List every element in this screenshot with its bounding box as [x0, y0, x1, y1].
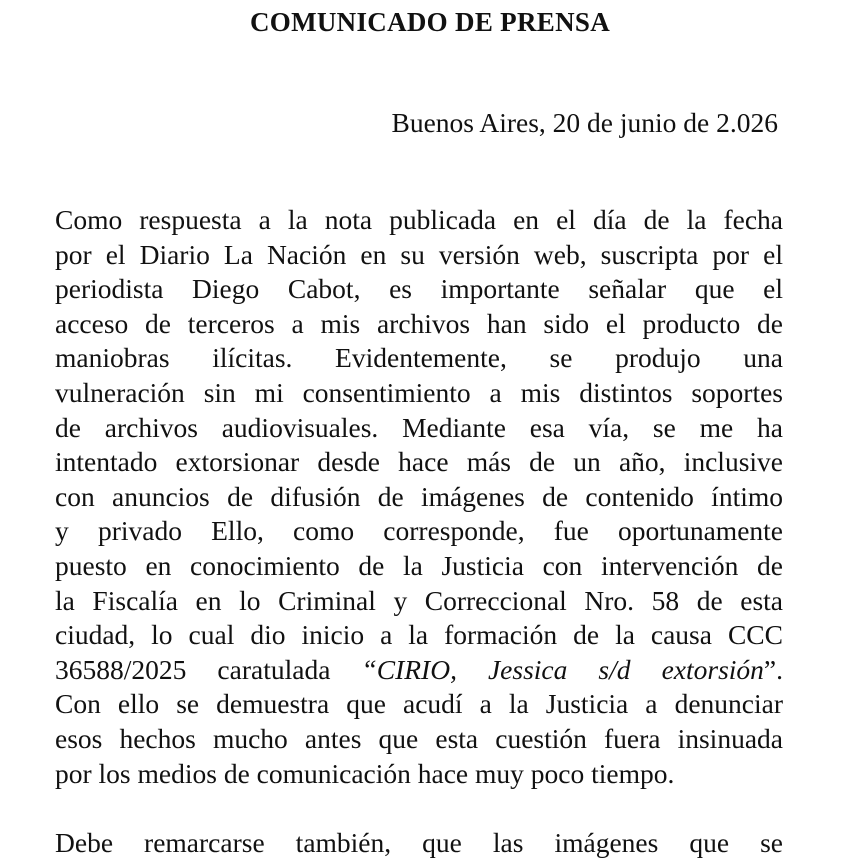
paragraph-line: Debe remarcarse también, que las imágenes que se	[55, 827, 783, 858]
paragraph-line: puesto en conocimiento de la Justicia con intervención de	[55, 549, 783, 581]
case-number-text: 36588/2025 caratulada	[55, 653, 362, 685]
paragraph-2	[55, 826, 783, 860]
paragraph-line: Como respuesta a la nota publicada en el día de la fecha	[55, 204, 783, 235]
paragraph-line: esos hechos mucho antes que esta cuestión fuera insinuada	[55, 722, 783, 754]
paragraph-line: por los medios de comunicación hace muy poco tiempo.	[55, 757, 675, 789]
paragraph-line: acceso de terceros a mis archivos han sido el producto de	[55, 307, 783, 339]
document-title: COMUNICADO DE PRENSA	[249, 7, 610, 37]
paragraph-line: y privado Ello, como corresponde, fue oportunamente	[55, 515, 783, 547]
paragraph-line: vulneración sin mi consentimiento a mis distintos soportes	[55, 376, 783, 408]
case-closing-quote: ”.	[763, 653, 784, 685]
paragraph-line: con anuncios de difusión de imágenes de contenido íntimo	[55, 480, 783, 512]
paragraph-line: periodista Diego Cabot, es importante señalar que el	[55, 273, 783, 305]
paragraph-1	[55, 203, 783, 791]
paragraph-line: por el Diario La Nación en su versión web, suscripta por el	[55, 238, 783, 270]
paragraph-line: de archivos audiovisuales. Mediante esa vía, se me ha	[55, 411, 783, 443]
paragraph-line: Con ello se demuestra que acudí a la Justicia a denunciar	[55, 688, 783, 720]
paragraph-line: ciudad, lo cual dio inicio a la formación de la causa CCC	[55, 619, 783, 651]
case-reference-line	[55, 653, 783, 688]
case-title: “CIRIO, Jessica s/d extorsión	[361, 653, 764, 685]
date-line: Buenos Aires, 20 de junio de 2.026	[391, 107, 778, 138]
paragraph-line: intentado extorsionar desde hace más de un año, inclusive	[55, 446, 783, 478]
paragraph-line: maniobras ilícitas. Evidentemente, se produjo una	[55, 342, 783, 374]
paragraph-line: la Fiscalía en lo Criminal y Correccional Nro. 58 de esta	[55, 584, 783, 616]
